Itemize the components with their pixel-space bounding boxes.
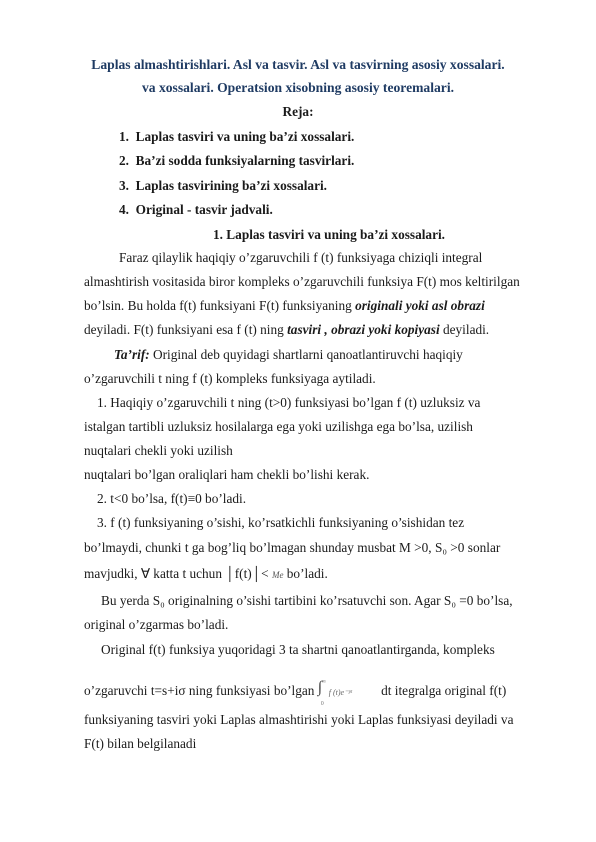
plan-item-text: Laplas tasvirining ba’zi xossalari.: [135, 178, 327, 193]
paragraph-line: Original f(t) funksiya yuqoridagi 3 ta shartni qanoatlantirganda, kompleks: [101, 642, 495, 657]
integral-expression: f (t)e⁻ᵖᵗ: [328, 688, 352, 697]
definition-line: [114, 347, 463, 363]
text-run: deyiladi. F(t) funksiyani esa f (t) ning: [84, 322, 288, 337]
paragraph-line: original o’zgarmas bo’ladi.: [84, 617, 229, 632]
paragraph-line: nuqtalari bo’lgan oraliqlari ham chekli bo’lishi kerak.: [84, 467, 370, 482]
plan-item-number: 2.: [119, 153, 129, 168]
integral-upper-limit: ∞: [321, 679, 327, 685]
condition-line: 3. f (t) funksiyaning o’sishi, ko’rsatkichli funksiyaning o’sishidan tez: [97, 515, 465, 530]
emphasis-image: tasviri , obrazi yoki kopiyasi: [287, 322, 440, 337]
integral-sign-icon: ∫: [317, 679, 323, 696]
emphasis-original: originali yoki asl obrazi: [355, 298, 485, 313]
paragraph-line: F(t) bilan belgilanadi: [84, 736, 197, 751]
plan-item: [119, 178, 327, 194]
section-heading: 1. Laplas tasviri va uning ba’zi xossalari.: [213, 227, 445, 242]
text-run: deyiladi.: [439, 322, 490, 337]
paragraph-line: Faraz qilaylik haqiqiy o’zgaruvchili f (t) funksiyaga chiziqli integral: [119, 250, 483, 265]
paragraph-line: almashtirish vositasida biror kompleks o’zgaruvchili funksiya F(t) mos keltirilgan: [84, 274, 520, 289]
paragraph-line: funksiyaning tasviri yoki Laplas almashtirishi yoki Laplas funksiyasi deyiladi va: [84, 712, 514, 727]
definition-label: Ta’rif:: [114, 347, 150, 362]
paragraph-line: istalgan tartibli uzluksiz hosilalarga ega yoki uzilishga ega bo’lsa, uzilish: [84, 419, 473, 434]
title-line-1: Laplas almashtirishlari. Asl va tasvir. Asl va tasvirning asosiy xossalari.: [91, 57, 505, 72]
text-run: bo’ladi.: [283, 566, 328, 581]
plan-item-number: 4.: [119, 202, 129, 217]
paragraph-line: [84, 322, 489, 338]
text-run: o’zgaruvchi t=s+iσ ning funksiyasi bo’lgan: [84, 683, 318, 699]
condition-line: 2. t<0 bo’lsa, f(t)≡0 bo’ladi.: [97, 491, 247, 506]
condition-line: 1. Haqiqiy o’zgaruvchili t ning (t>0) funksiyasi bo’lgan f (t) uzluksiz va: [97, 395, 481, 410]
plan-item-number: 3.: [119, 178, 129, 193]
paragraph-line: [84, 298, 485, 314]
text-run: dt itegralga original f(t): [377, 683, 507, 699]
paragraph-line: Bu yerda S₀ originalning o’sishi tartibini ko’rsatuvchi son. Agar S₀ =0 bo’lsa,: [101, 593, 513, 608]
paragraph-line: o’zgaruvchili t ning f (t) kompleks funksiyaga aytiladi.: [84, 371, 376, 386]
plan-item-number: 1.: [119, 129, 129, 144]
plan-item: [119, 202, 273, 218]
plan-item-text: Ba’zi sodda funksiyalarning tasvirlari.: [135, 153, 355, 168]
paragraph-line: nuqtalari chekli yoki uzilish: [84, 443, 233, 458]
plan-item-text: Original - tasvir jadvali.: [135, 202, 273, 217]
text-run: Original deb quyidagi shartlarni qanoatlantiruvchi haqiqiy: [149, 347, 463, 362]
plan-heading: Reja:: [282, 104, 314, 119]
text-run: bo’lsin. Bu holda f(t) funksiyani F(t) funksiyaning: [84, 298, 356, 313]
plan-item: [119, 129, 354, 145]
title-line-2: va xossalari. Operatsion xisobning asosiy teoremalari.: [141, 80, 455, 95]
text-run: mavjudki, ∀ katta t uchun │f(t)│<: [84, 566, 272, 581]
paragraph-line: bo’lmaydi, chunki t ga bog’liq bo’lmagan shunday musbat M >0, S₀ >0 sonlar: [84, 540, 501, 555]
math-expression: Me: [271, 570, 284, 580]
paragraph-line: [84, 566, 328, 583]
laplas-integral: [317, 679, 378, 707]
plan-item: [119, 153, 354, 169]
integral-lower-limit: 0: [320, 701, 324, 707]
paragraph-line: [84, 679, 507, 707]
plan-item-text: Laplas tasviri va uning ba’zi xossalari.: [135, 129, 355, 144]
